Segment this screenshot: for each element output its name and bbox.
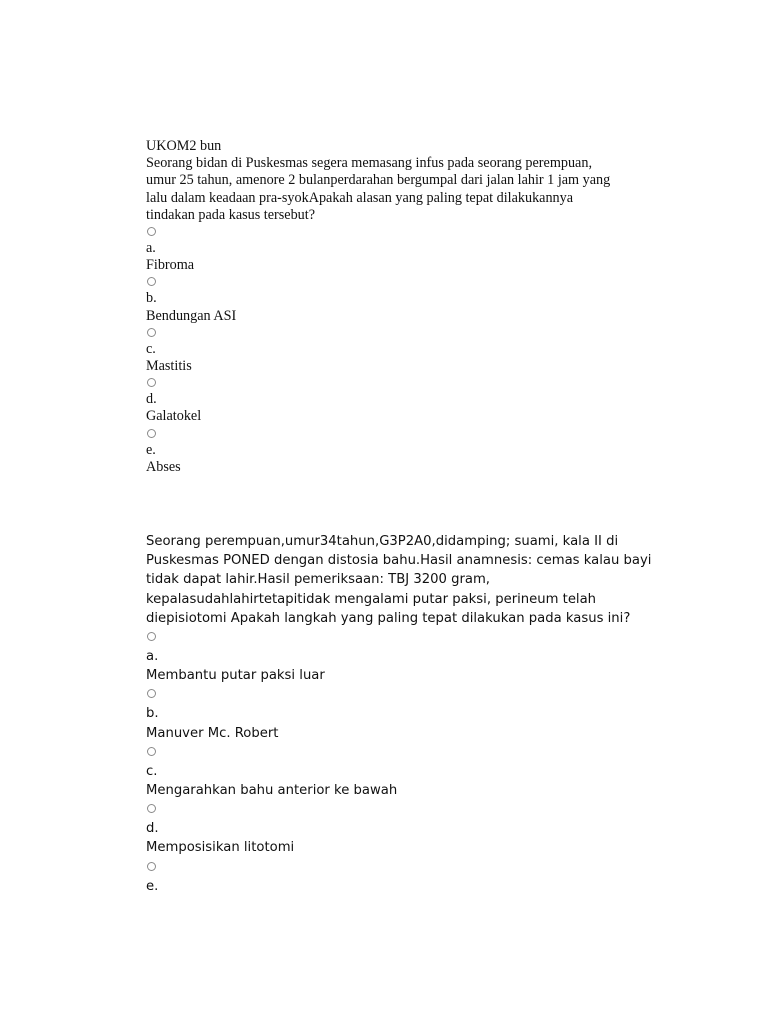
option-text: Fibroma [146,257,195,274]
question-stem-line: Seorang bidan di Puskesmas segera memasang infus pada seorang perempuan, [146,155,592,172]
option-text: Galatokel [146,408,202,425]
option-text: Abses [146,458,181,475]
option-letter: d. [146,821,159,837]
option-letter: b. [146,706,159,722]
option-letter: a. [146,649,159,665]
radio-button[interactable] [147,689,156,698]
option-letter: c. [146,763,158,779]
option-d [146,804,666,857]
question-header: UKOM2 bun [146,138,222,154]
option-letter: e. [146,878,159,894]
option-e [146,862,666,896]
option-d [146,378,666,425]
option-letter: d. [146,391,157,408]
question-stem-line: diepisiotomi Apakah langkah yang paling tepat dilakukan pada kasus ini? [146,610,631,626]
radio-button[interactable] [147,328,156,337]
option-text: Mastitis [146,358,192,375]
option-text: Memposisikan litotomi [146,840,295,856]
question-stem-line: Puskesmas PONED dengan distosia bahu.Hasil anamnesis: cemas kalau bayi [146,553,652,569]
option-a [146,227,666,274]
question-1 [146,138,666,476]
option-c [146,328,666,375]
radio-button[interactable] [147,378,156,387]
option-letter: b. [146,290,157,307]
radio-button[interactable] [147,429,156,438]
option-letter: c. [146,340,156,357]
option-text: Manuver Mc. Robert [146,725,279,741]
question-2 [146,532,666,896]
radio-button[interactable] [147,632,156,641]
option-b [146,277,666,324]
option-e [146,429,666,476]
option-text: Membantu putar paksi luar [146,668,325,684]
option-text: Bendungan ASI [146,307,237,324]
question-stem-line: tidak dapat lahir.Hasil pemeriksaan: TBJ 3200 gram, [146,572,490,588]
radio-button[interactable] [147,804,156,813]
option-text: Mengarahkan bahu anterior ke bawah [146,783,398,799]
option-letter: e. [146,441,156,458]
option-c [146,747,666,800]
option-a [146,632,666,685]
question-stem-line: Seorang perempuan,umur34tahun,G3P2A0,didamping; suami, kala II di [146,534,619,549]
radio-button[interactable] [147,227,156,236]
question-stem-line: tindakan pada kasus tersebut? [146,206,316,223]
radio-button[interactable] [147,277,156,286]
radio-button[interactable] [147,747,156,756]
option-b [146,689,666,742]
radio-button[interactable] [147,862,156,871]
question-stem-line: umur 25 tahun, amenore 2 bulanperdarahan bergumpal dari jalan lahir 1 jam yang [146,172,611,189]
question-stem-line: kepalasudahlahirtetapitidak mengalami putar paksi, perineum telah [146,591,597,607]
option-letter: a. [146,240,156,257]
question-stem-line: lalu dalam keadaan pra-syokApakah alasan yang paling tepat dilakukannya [146,189,574,206]
